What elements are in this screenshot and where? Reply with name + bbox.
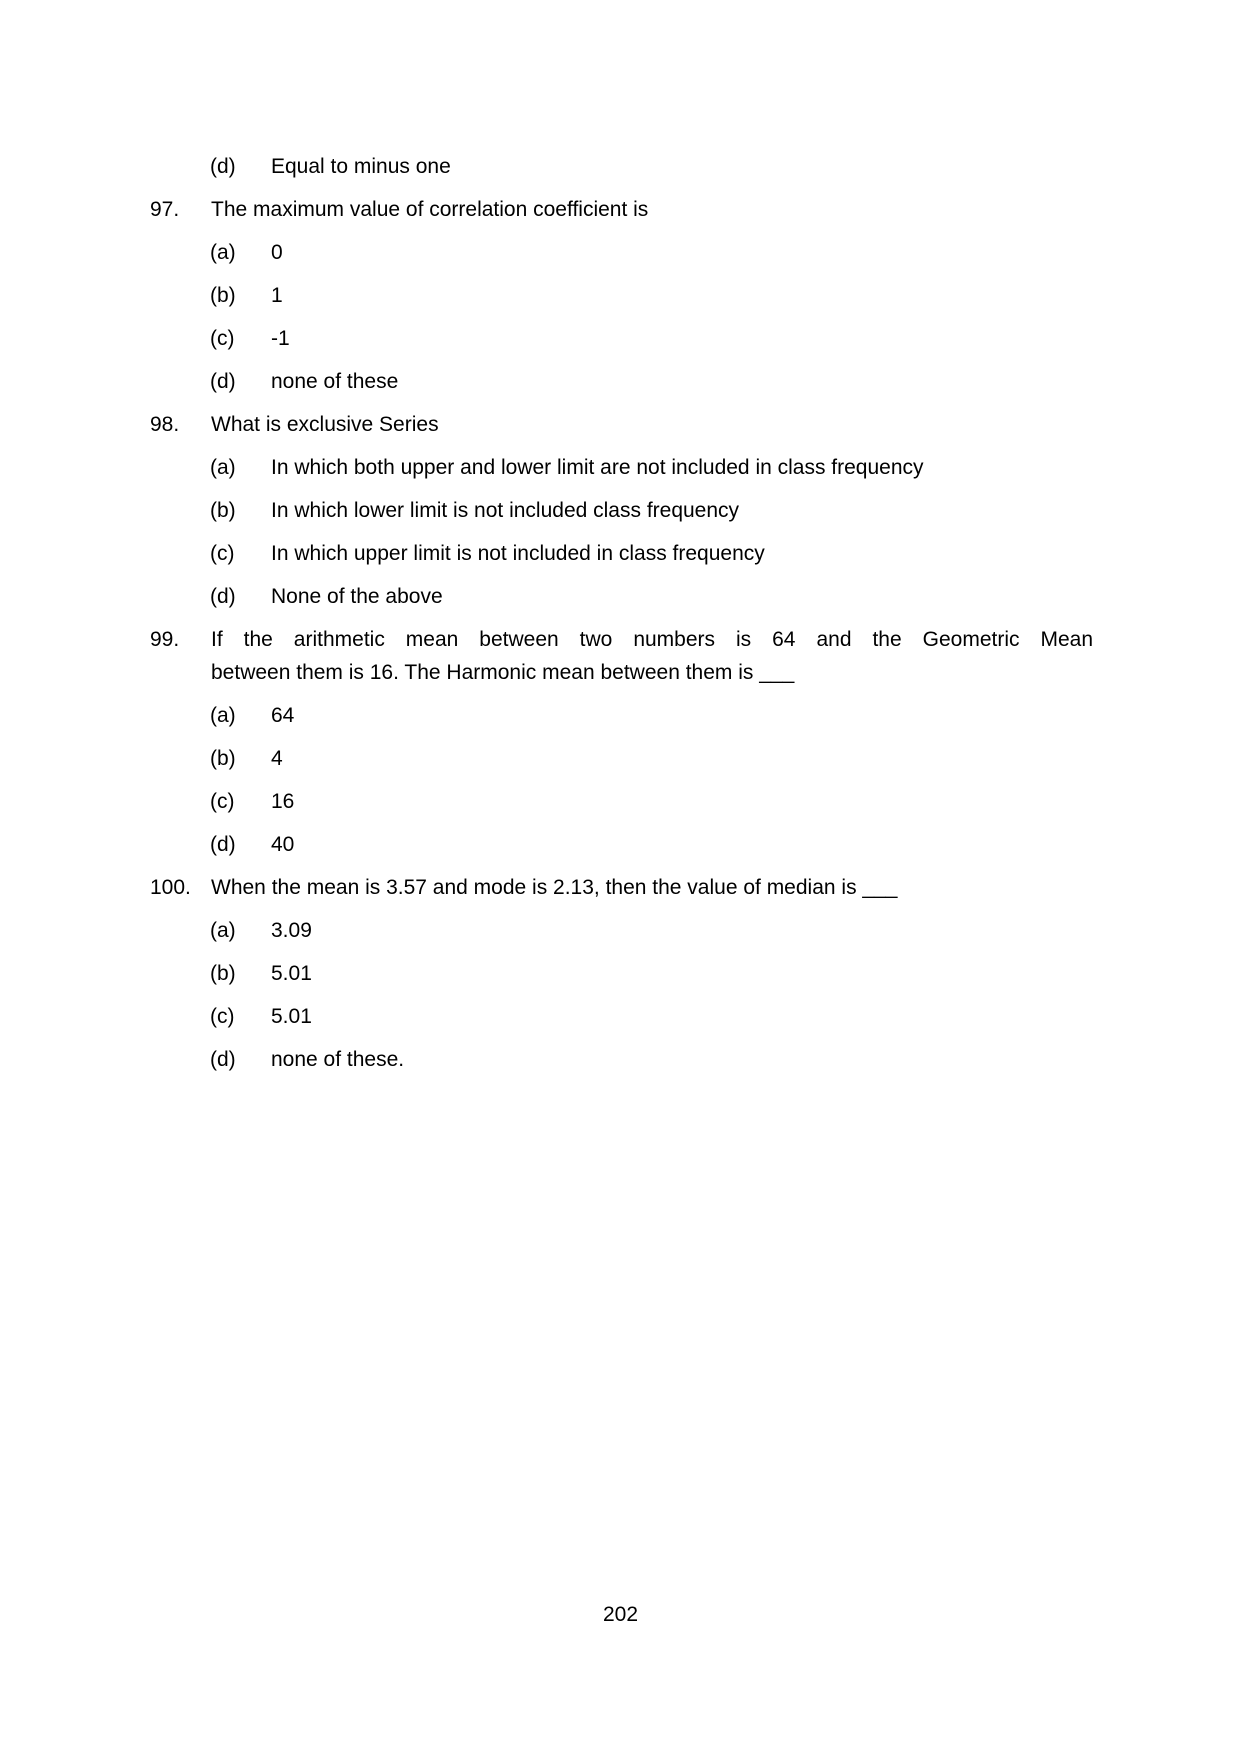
option-row bbox=[150, 785, 1093, 818]
question-number: 100. bbox=[150, 876, 191, 899]
option-row bbox=[150, 494, 1093, 527]
option-row bbox=[150, 365, 1093, 398]
option-text: 5.01 bbox=[271, 1005, 312, 1028]
option-letter: (c) bbox=[210, 542, 235, 565]
question-row bbox=[150, 408, 1093, 441]
option-text: In which upper limit is not included in class frequency bbox=[271, 542, 765, 565]
question-row bbox=[150, 871, 1093, 904]
option-letter: (a) bbox=[210, 704, 236, 727]
option-text: none of these bbox=[271, 370, 399, 393]
option-letter: (a) bbox=[210, 241, 236, 264]
option-text: 0 bbox=[271, 241, 283, 264]
option-row bbox=[150, 451, 1093, 484]
option-letter: (d) bbox=[210, 585, 236, 608]
question-text bbox=[211, 623, 1093, 689]
question-number: 97. bbox=[150, 198, 180, 221]
option-row bbox=[150, 1000, 1093, 1033]
question-text bbox=[211, 408, 1093, 441]
question-row bbox=[150, 623, 1093, 689]
option-row bbox=[150, 150, 1093, 183]
option-row bbox=[150, 1043, 1093, 1076]
option-letter: (c) bbox=[210, 327, 235, 350]
option-text: None of the above bbox=[271, 585, 443, 608]
option-letter: (b) bbox=[210, 962, 236, 985]
option-text: 1 bbox=[271, 284, 283, 307]
option-row bbox=[150, 699, 1093, 732]
option-letter: (c) bbox=[210, 1005, 235, 1028]
option-letter: (b) bbox=[210, 747, 236, 770]
option-letter: (c) bbox=[210, 790, 235, 813]
option-text: 16 bbox=[271, 790, 295, 813]
option-text: Equal to minus one bbox=[271, 155, 451, 178]
option-row bbox=[150, 957, 1093, 990]
question-text-line: between them is 16. The Harmonic mean between them is ___ bbox=[211, 661, 795, 684]
option-text: 3.09 bbox=[271, 919, 312, 942]
question-text bbox=[211, 871, 1093, 904]
option-text: 4 bbox=[271, 747, 283, 770]
option-letter: (d) bbox=[210, 1048, 236, 1071]
option-row bbox=[150, 236, 1093, 269]
option-letter: (b) bbox=[210, 284, 236, 307]
option-row bbox=[150, 322, 1093, 355]
option-row bbox=[150, 828, 1093, 861]
option-row bbox=[150, 742, 1093, 775]
option-row bbox=[150, 537, 1093, 570]
option-text: In which lower limit is not included class frequency bbox=[271, 499, 740, 522]
option-letter: (a) bbox=[210, 456, 236, 479]
option-letter: (d) bbox=[210, 370, 236, 393]
question-number: 98. bbox=[150, 413, 180, 436]
option-text: In which both upper and lower limit are not included in class frequency bbox=[271, 456, 924, 479]
question-text bbox=[211, 193, 1093, 226]
option-text: -1 bbox=[271, 327, 290, 350]
question-text-line: When the mean is 3.57 and mode is 2.13, then the value of median is ___ bbox=[211, 876, 898, 899]
page-number: 202 bbox=[602, 1603, 639, 1626]
option-letter: (a) bbox=[210, 919, 236, 942]
option-text: 40 bbox=[271, 833, 295, 856]
question-text-line: If the arithmetic mean between two numbers is 64 and the Geometric Mean bbox=[211, 628, 1093, 651]
option-letter: (d) bbox=[210, 833, 236, 856]
question-row bbox=[150, 193, 1093, 226]
option-row bbox=[150, 279, 1093, 312]
question-number: 99. bbox=[150, 628, 180, 651]
question-text-line: What is exclusive Series bbox=[211, 413, 439, 436]
option-row bbox=[150, 914, 1093, 947]
option-text: 5.01 bbox=[271, 962, 312, 985]
question-text-line: The maximum value of correlation coefficient is bbox=[211, 198, 649, 221]
option-letter: (b) bbox=[210, 499, 236, 522]
option-row bbox=[150, 580, 1093, 613]
option-letter: (d) bbox=[210, 155, 236, 178]
option-text: none of these. bbox=[271, 1048, 405, 1071]
option-text: 64 bbox=[271, 704, 295, 727]
questions-list bbox=[150, 150, 1093, 1086]
